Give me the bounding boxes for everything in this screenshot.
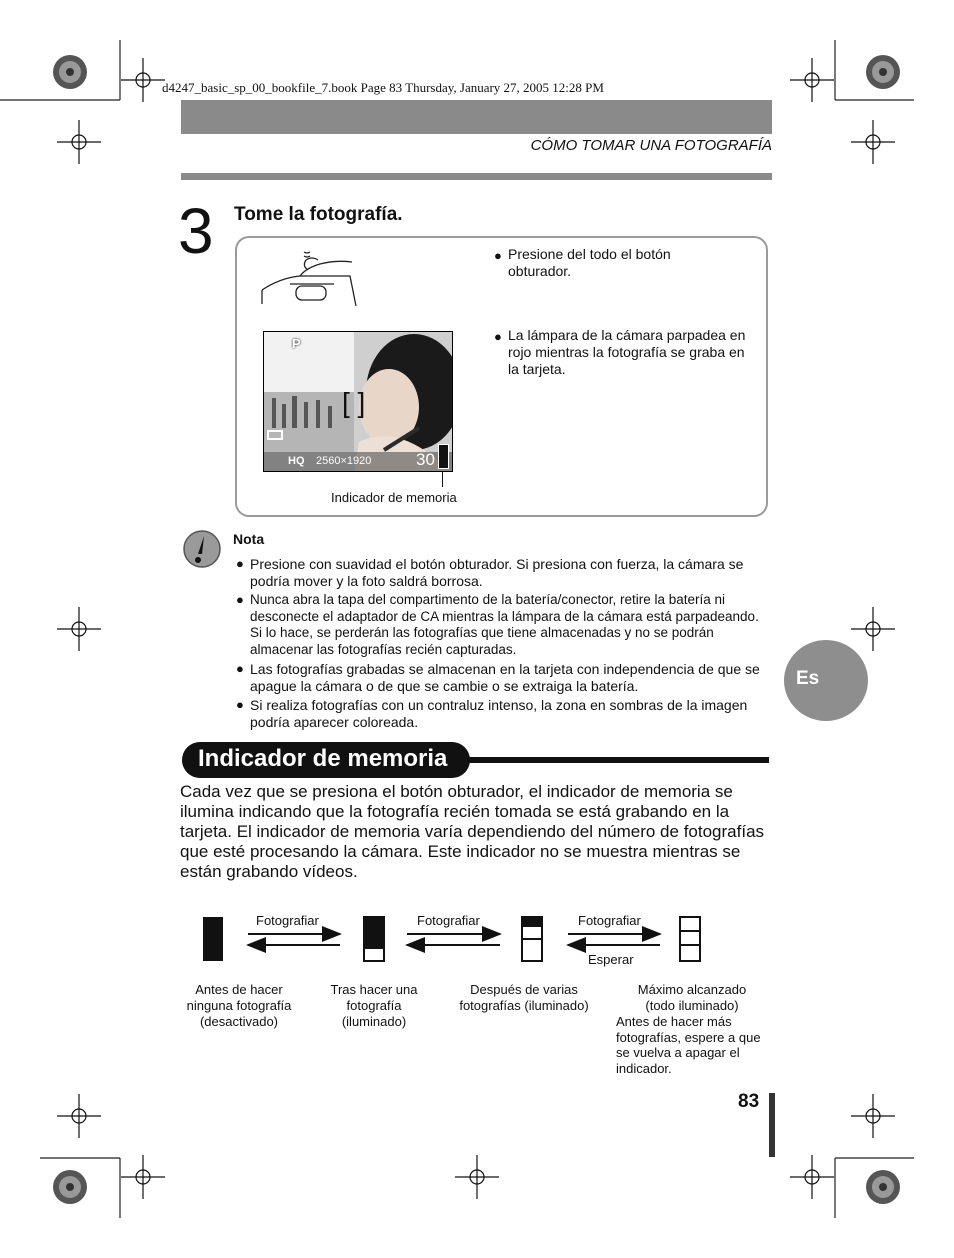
language-tab-label: Es [796,668,820,689]
note-item-2: ● Nunca abra la tapa del compartimento de la batería/conector, retire la batería ni desconecte el adaptador de CA mientras la lámpara de la cámara está parpadeando. Si lo hace, se perderán las fotografías que tiene almacenadas y no se podrán almacenar las fotografías recién capturadas. [236,592,759,657]
state-label-4: Máximo alcanzado (todo iluminado) [637,982,747,1013]
resolution-indicator: 2560×1920 [316,455,372,467]
step-title: Tome la fotografía. [234,204,403,225]
state-icon-one [364,917,384,961]
state-label-2: Tras hacer una fotografía (iluminado) [330,982,418,1029]
language-tab [784,640,868,721]
state-icon-full [680,917,700,961]
page-edge-bar [769,1093,775,1157]
quality-indicator: HQ [288,455,305,467]
arrow-label-1: Fotografiar [256,913,319,928]
page-number: 83 [738,1091,760,1112]
arrow-label-3: Fotografiar [578,913,641,928]
header-bar [181,100,772,134]
af-target-mark: [ ] [342,387,366,418]
state-label-3: Después de varias fotografías (iluminado) [459,982,589,1013]
step-bullet-2: ● La lámpara de la cámara parpadea en rojo mientras la fotografía se graba en la tarjeta. [494,327,746,377]
mode-indicator: P [292,336,301,351]
memory-heading-text: Indicador de memoria [198,745,448,772]
file-info: d4247_basic_sp_00_bookfile_7.book Page 83 Thursday, January 27, 2005 12:28 PM [162,80,604,95]
wait-label: Esperar [588,952,634,967]
note-warning-icon [182,529,222,569]
shots-remaining: 30 [416,450,435,469]
step-number: 3 [178,195,214,267]
arrow-label-2: Fotografiar [417,913,480,928]
memory-indicator-caption: Indicador de memoria [331,490,457,505]
state-icon-several [522,917,542,961]
note-item-4: ● Si realiza fotografías con un contraluz intenso, la zona en sombras de la imagen podría aparecer coloreada. [236,697,748,730]
heading-rule [460,757,769,763]
max-state-note: Antes de hacer más fotografías, espere a que se vuelva a apagar el indicador. [616,1014,761,1076]
state-icon-off [203,917,223,961]
section-title: CÓMO TOMAR UNA FOTOGRAFÍA [530,137,772,154]
memory-heading [182,742,470,778]
header-rule [181,173,772,180]
state-label-1: Antes de hacer ninguna fotografía (desactivado) [186,982,292,1029]
battery-icon [267,430,283,440]
memory-indicator-icon [438,444,449,469]
memory-paragraph: Cada vez que se presiona el botón obturador, el indicador de memoria se ilumina indicando que la fotografía recién tomada se está grabando en la tarjeta. El indicador de memoria varía dependiendo del número de fotografías que esté procesando la cámara. Este indicador no se muestra mientras se están grabando vídeos. [180,782,765,881]
memory-callout-line [442,471,443,487]
note-item-1: ● Presione con suavidad el botón obturador. Si presiona con fuerza, la cámara se podría mover y la foto saldrá borrosa. [236,556,744,589]
step-bullet-1: ● Presione del todo el botón obturador. [494,246,671,279]
shutter-press-illustration [260,248,360,308]
note-item-3: ● Las fotografías grabadas se almacenan en la tarjeta con independencia de que se apague la cámara o de que se cambie o se extraiga la batería. [236,661,760,694]
note-title: Nota [233,531,265,547]
lcd-screen-image [263,331,453,472]
